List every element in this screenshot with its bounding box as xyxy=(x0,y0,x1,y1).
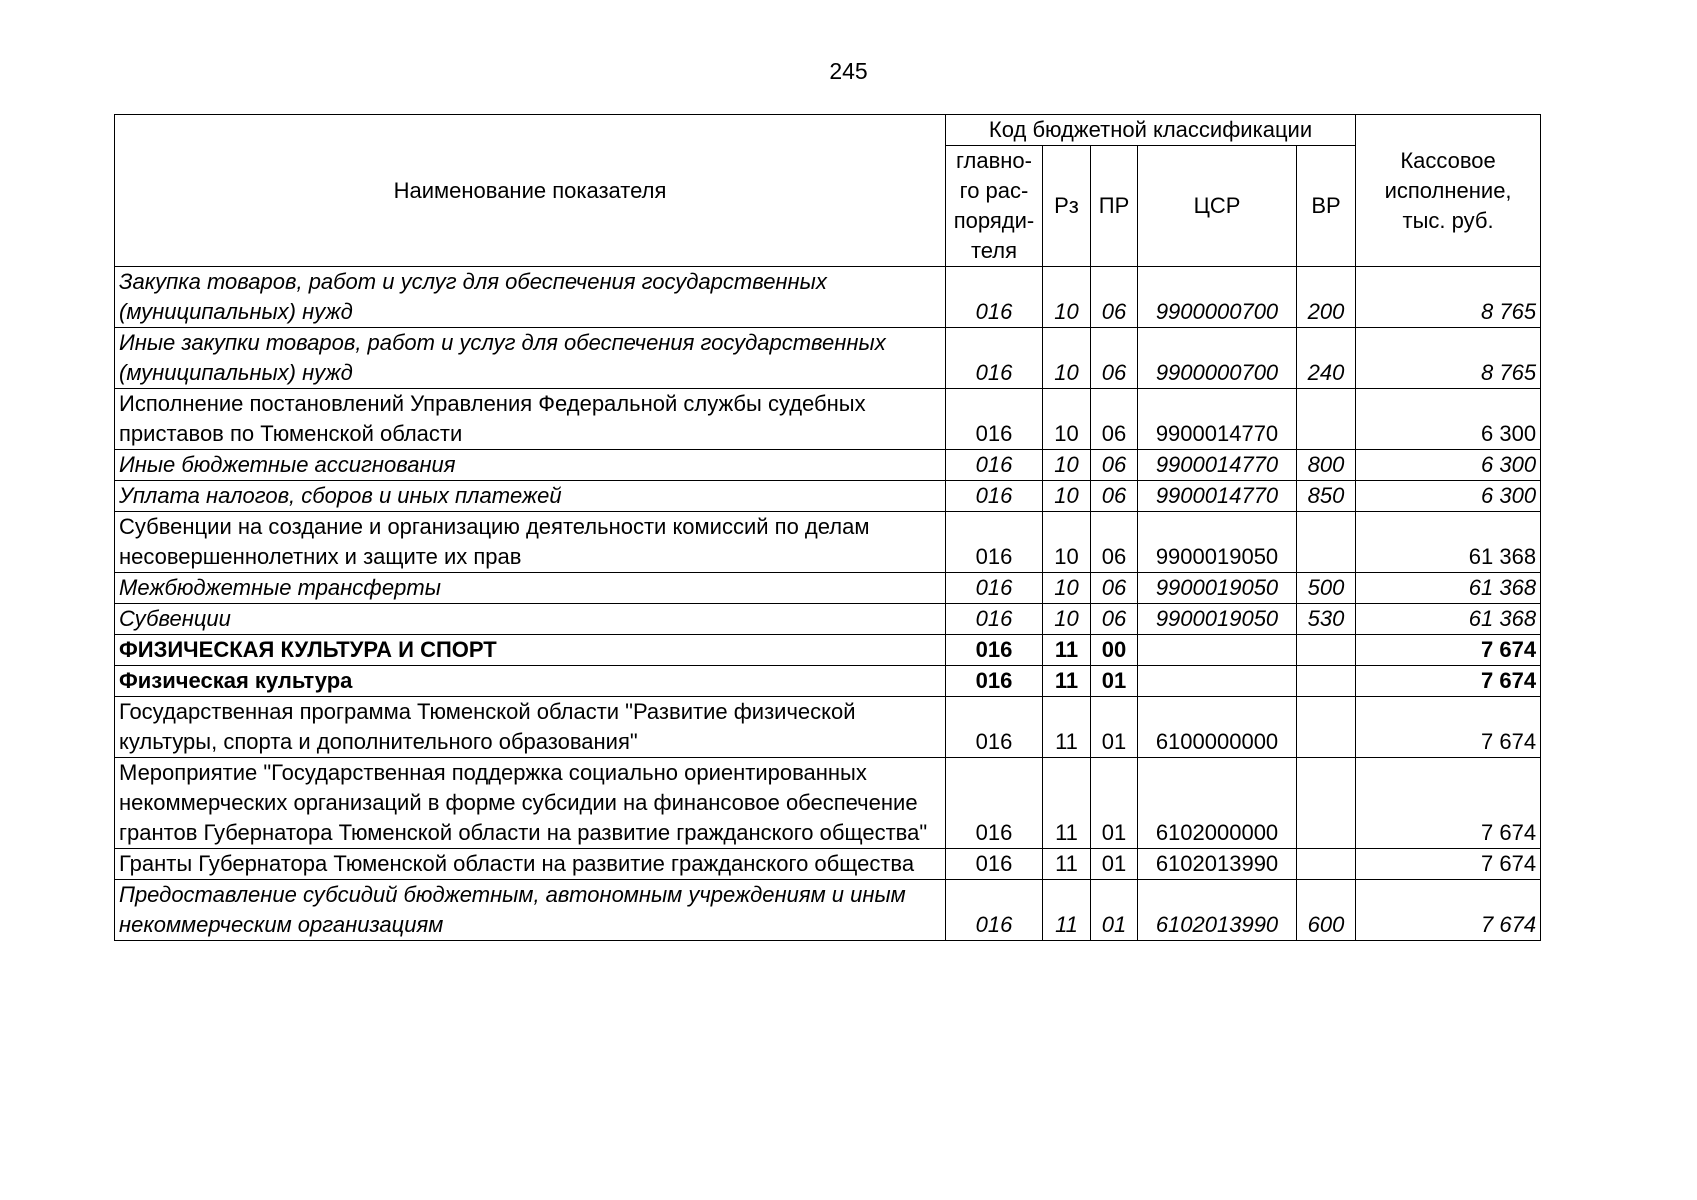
cell-pr: 06 xyxy=(1091,512,1138,573)
cell-csr: 6102000000 xyxy=(1138,758,1297,849)
cell-vr: 200 xyxy=(1297,267,1356,328)
table-row xyxy=(115,880,1541,941)
table-row xyxy=(115,573,1541,604)
cell-rz: 11 xyxy=(1043,635,1091,666)
cell-glava: 016 xyxy=(946,849,1043,880)
cell-amount: 7 674 xyxy=(1356,758,1541,849)
cell-vr: 240 xyxy=(1297,328,1356,389)
cell-name: Закупка товаров, работ и услуг для обеспечения государственных (муниципальных) нужд xyxy=(115,267,946,328)
column-header-glava-line: теля xyxy=(970,238,1018,263)
cell-pr: 00 xyxy=(1091,635,1138,666)
cell-pr: 06 xyxy=(1091,389,1138,450)
cell-amount: 61 368 xyxy=(1356,604,1541,635)
column-header-vr: ВР xyxy=(1297,146,1356,267)
column-header-amount-line: Кассовое xyxy=(1400,147,1496,173)
cell-csr: 9900014770 xyxy=(1138,481,1297,512)
cell-csr: 6102013990 xyxy=(1138,880,1297,941)
cell-rz: 10 xyxy=(1043,604,1091,635)
cell-pr: 01 xyxy=(1091,849,1138,880)
cell-pr: 01 xyxy=(1091,666,1138,697)
cell-rz: 11 xyxy=(1043,697,1091,758)
cell-glava: 016 xyxy=(946,666,1043,697)
cell-amount: 61 368 xyxy=(1356,512,1541,573)
cell-name: Иные бюджетные ассигнования xyxy=(115,450,946,481)
cell-pr: 01 xyxy=(1091,697,1138,758)
table-row xyxy=(115,635,1541,666)
cell-vr: 850 xyxy=(1297,481,1356,512)
cell-vr: 600 xyxy=(1297,880,1356,941)
cell-csr: 9900014770 xyxy=(1138,450,1297,481)
cell-rz: 11 xyxy=(1043,849,1091,880)
cell-amount: 8 765 xyxy=(1356,328,1541,389)
column-header-amount xyxy=(1356,115,1541,267)
column-header-glava-line: го рас- xyxy=(959,178,1029,203)
cell-name: Государственная программа Тюменской области "Развитие физической культуры, спорта и дополнительного образования" xyxy=(115,697,946,758)
cell-name: Субвенции xyxy=(115,604,946,635)
cell-glava: 016 xyxy=(946,450,1043,481)
cell-csr xyxy=(1138,635,1297,666)
column-header-rz: Рз xyxy=(1043,146,1091,267)
cell-amount: 6 300 xyxy=(1356,389,1541,450)
cell-name: ФИЗИЧЕСКАЯ КУЛЬТУРА И СПОРТ xyxy=(115,635,946,666)
cell-amount: 8 765 xyxy=(1356,267,1541,328)
cell-vr: 800 xyxy=(1297,450,1356,481)
cell-vr: 500 xyxy=(1297,573,1356,604)
table-row xyxy=(115,758,1541,849)
table-row xyxy=(115,450,1541,481)
cell-vr xyxy=(1297,389,1356,450)
column-header-amount-line: исполнение, xyxy=(1384,177,1512,203)
table-row xyxy=(115,481,1541,512)
cell-pr: 06 xyxy=(1091,604,1138,635)
cell-glava: 016 xyxy=(946,880,1043,941)
cell-csr: 9900019050 xyxy=(1138,604,1297,635)
column-header-glava-line: поряди- xyxy=(953,208,1035,233)
cell-csr: 9900019050 xyxy=(1138,512,1297,573)
cell-csr: 9900000700 xyxy=(1138,267,1297,328)
column-header-csr: ЦСР xyxy=(1138,146,1297,267)
cell-rz: 10 xyxy=(1043,481,1091,512)
cell-amount: 61 368 xyxy=(1356,573,1541,604)
cell-rz: 11 xyxy=(1043,758,1091,849)
cell-vr xyxy=(1297,849,1356,880)
budget-table xyxy=(114,114,1541,941)
cell-pr: 01 xyxy=(1091,880,1138,941)
cell-name: Предоставление субсидий бюджетным, автономным учреждениям и иным некоммерческим организациям xyxy=(115,880,946,941)
cell-name: Физическая культура xyxy=(115,666,946,697)
cell-glava: 016 xyxy=(946,512,1043,573)
table-row xyxy=(115,697,1541,758)
cell-amount: 6 300 xyxy=(1356,481,1541,512)
table-row xyxy=(115,604,1541,635)
column-header-glava xyxy=(946,146,1043,267)
cell-glava: 016 xyxy=(946,389,1043,450)
cell-vr xyxy=(1297,635,1356,666)
cell-glava: 016 xyxy=(946,604,1043,635)
cell-vr xyxy=(1297,666,1356,697)
cell-name: Иные закупки товаров, работ и услуг для обеспечения государственных (муниципальных) нужд xyxy=(115,328,946,389)
table-row xyxy=(115,512,1541,573)
cell-glava: 016 xyxy=(946,328,1043,389)
cell-rz: 10 xyxy=(1043,389,1091,450)
table-row xyxy=(115,666,1541,697)
column-header-name: Наименование показателя xyxy=(115,115,946,267)
cell-csr: 6100000000 xyxy=(1138,697,1297,758)
cell-glava: 016 xyxy=(946,697,1043,758)
cell-glava: 016 xyxy=(946,481,1043,512)
cell-name: Межбюджетные трансферты xyxy=(115,573,946,604)
cell-pr: 06 xyxy=(1091,450,1138,481)
cell-amount: 6 300 xyxy=(1356,450,1541,481)
column-group-header-classification: Код бюджетной классификации xyxy=(946,115,1356,146)
cell-glava: 016 xyxy=(946,573,1043,604)
table-row xyxy=(115,328,1541,389)
cell-name: Мероприятие "Государственная поддержка социально ориентированных некоммерческих организаций в форме субсидии на финансовое обеспечение грантов Губернатора Тюменской области на развитие гражданского общества" xyxy=(115,758,946,849)
cell-amount: 7 674 xyxy=(1356,697,1541,758)
cell-rz: 10 xyxy=(1043,328,1091,389)
cell-vr: 530 xyxy=(1297,604,1356,635)
column-header-pr: ПР xyxy=(1091,146,1138,267)
cell-csr: 9900019050 xyxy=(1138,573,1297,604)
cell-pr: 06 xyxy=(1091,267,1138,328)
cell-vr xyxy=(1297,758,1356,849)
cell-name: Гранты Губернатора Тюменской области на развитие гражданского общества xyxy=(115,849,946,880)
cell-pr: 01 xyxy=(1091,758,1138,849)
cell-rz: 10 xyxy=(1043,512,1091,573)
cell-name: Исполнение постановлений Управления Федеральной службы судебных приставов по Тюменской области xyxy=(115,389,946,450)
cell-rz: 10 xyxy=(1043,267,1091,328)
cell-csr xyxy=(1138,666,1297,697)
cell-vr xyxy=(1297,512,1356,573)
cell-csr: 9900014770 xyxy=(1138,389,1297,450)
column-header-amount-line: тыс. руб. xyxy=(1402,207,1494,233)
table-header-row xyxy=(115,115,1541,146)
cell-vr xyxy=(1297,697,1356,758)
cell-rz: 10 xyxy=(1043,450,1091,481)
cell-pr: 06 xyxy=(1091,481,1138,512)
cell-glava: 016 xyxy=(946,635,1043,666)
page-number: 245 xyxy=(829,58,868,84)
table-row xyxy=(115,389,1541,450)
cell-glava: 016 xyxy=(946,758,1043,849)
cell-rz: 10 xyxy=(1043,573,1091,604)
table-row xyxy=(115,849,1541,880)
cell-name: Субвенции на создание и организацию деятельности комиссий по делам несовершеннолетних и защите их прав xyxy=(115,512,946,573)
cell-amount: 7 674 xyxy=(1356,849,1541,880)
cell-name: Уплата налогов, сборов и иных платежей xyxy=(115,481,946,512)
cell-glava: 016 xyxy=(946,267,1043,328)
cell-pr: 06 xyxy=(1091,328,1138,389)
table-row xyxy=(115,267,1541,328)
cell-rz: 11 xyxy=(1043,666,1091,697)
cell-csr: 9900000700 xyxy=(1138,328,1297,389)
cell-pr: 06 xyxy=(1091,573,1138,604)
cell-amount: 7 674 xyxy=(1356,635,1541,666)
column-header-glava-line: главно- xyxy=(955,148,1032,173)
cell-rz: 11 xyxy=(1043,880,1091,941)
cell-csr: 6102013990 xyxy=(1138,849,1297,880)
cell-amount: 7 674 xyxy=(1356,880,1541,941)
cell-amount: 7 674 xyxy=(1356,666,1541,697)
